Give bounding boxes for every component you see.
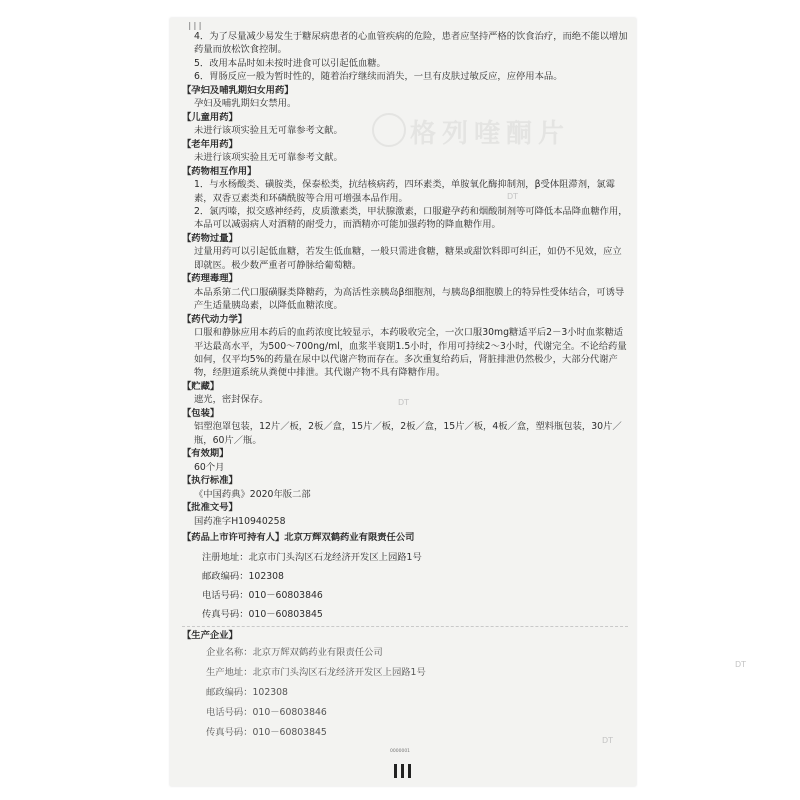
package-heading: 【包装】	[182, 407, 220, 419]
interactions-heading: 【药物相互作用】	[182, 165, 257, 177]
mah-heading: 【药品上市许可持有人】北京万辉双鹤药业有限责任公司	[182, 532, 415, 544]
mah-postcode: 邮政编码：102308	[202, 571, 284, 583]
section-divider	[182, 626, 628, 627]
interactions-para-1: 1．与水杨酸类、磺胺类，保泰松类，抗结核病药，四环素类，单胺氧化酶抑制剂，β受体阻滞剂，氯霉素，双香豆素类和环磷酰胺等合用可增强本品作用。	[194, 179, 615, 204]
pediatric-text: 未进行该项实验且无可靠参考文献。	[194, 125, 343, 137]
pharmacology-heading: 【药理毒理】	[182, 273, 238, 285]
overdose-text: 过量用药可以引起低血糖，若发生低血糖，一般只需进食糖，糖果或甜饮料即可纠正，如仍不见效，应立即就医。极少数严重者可静脉给葡萄糖。	[194, 246, 622, 271]
manufacturer-heading: 【生产企业】	[182, 630, 238, 642]
interactions-para-2: 2．氯丙嗪，拟交感神经药，皮质激素类，甲状腺激素，口服避孕药和烟酸制剂等可降低本品降血糖作用，本品可以减弱病人对酒精的耐受力，而酒精亦可能加强药物的降血糖作用。	[194, 206, 628, 231]
watermark-4: DT	[602, 736, 614, 745]
precaution-5: 5．改用本品时如未按时进食可以引起低血糖。	[194, 57, 386, 69]
header-mark: III	[188, 20, 204, 33]
show-through-title: 格列喹酮片	[410, 119, 571, 149]
manufacturer-name: 企业名称：北京万辉双鹤药业有限责任公司	[206, 646, 383, 658]
mah-phone: 电话号码：010－60803846	[202, 590, 323, 602]
manufacturer-phone: 电话号码：010－60803846	[206, 706, 327, 718]
watermark-1: DT	[507, 192, 519, 201]
pharmacology-text: 本品系第二代口服磺脲类降糖药，为高活性亲胰岛β细胞剂，与胰岛β细胞膜上的特异性受体结合，可诱导产生适量胰岛素，以降低血糖浓度。	[194, 286, 625, 312]
standard-heading: 【执行标准】	[182, 475, 238, 487]
mah-address: 注册地址：北京市门头沟区石龙经济开发区上园路1号	[202, 552, 422, 564]
package-text: 铝塑泡罩包装，12片／板，2板／盒，15片／板，2板／盒，15片／板，4板／盒，塑料瓶包装，30片／瓶，60片／瓶。	[194, 421, 622, 446]
precaution-6: 6．胃肠反应一般为暂时性的，随着治疗继续而消失，一旦有皮肤过敏反应，应停用本品。	[194, 71, 563, 83]
elderly-text: 未进行该项实验且无可靠参考文献。	[194, 152, 343, 164]
mah-fax: 传真号码：010－60803845	[202, 609, 323, 621]
manufacturer-fax: 传真号码：010－60803845	[206, 726, 327, 738]
manufacturer-postcode: 邮政编码：102308	[206, 686, 288, 698]
standard-text: 《中国药典》2020年版二部	[194, 488, 311, 500]
pediatric-heading: 【儿童用药】	[182, 111, 238, 123]
storage-text: 遮光，密封保存。	[194, 394, 269, 406]
approval-text: 国药准字H10940258	[194, 515, 286, 527]
pharmacokinetics-text: 口服和静脉应用本药后的血药浓度比较显示，本药吸收完全，一次口服30mg糖适平后2－3小时血浆糖适平达最高水平，为500～700ng/ml，血浆半衰期1.5小时，作用可持续2～3小时，代谢完全。不论给药量如何，仅平均5%的药量在尿中以代谢产物而存在。多次重复给药后，肾脏排泄仍然极少，大部分代谢产物，经胆道系统从粪便中排泄。其代谢产物不具有降糖作用。	[194, 327, 627, 379]
watermark-2: DT	[398, 398, 410, 407]
barcode-icon	[392, 754, 414, 778]
barcode-digits: 0000001	[390, 749, 411, 754]
pharmacokinetics-heading: 【药代动力学】	[182, 313, 248, 325]
leaflet-content	[182, 30, 628, 743]
overdose-heading: 【药物过量】	[182, 232, 238, 244]
watermark-3: DT	[735, 660, 747, 669]
pregnancy-text: 孕妇及哺乳期妇女禁用。	[194, 98, 297, 110]
manufacturer-address: 生产地址：北京市门头沟区石龙经济开发区上园路1号	[206, 666, 426, 678]
storage-heading: 【贮藏】	[182, 380, 220, 392]
approval-heading: 【批准文号】	[182, 502, 238, 514]
validity-heading: 【有效期】	[182, 448, 229, 460]
elderly-heading: 【老年用药】	[182, 138, 238, 150]
validity-text: 60个月	[194, 461, 225, 473]
pregnancy-heading: 【孕妇及哺乳期妇女用药】	[182, 84, 294, 96]
precaution-4: 4．为了尽量减少易发生于糖尿病患者的心血管疾病的危险，患者应坚持严格的饮食治疗，而绝不能以增加药量而放松饮食控制。	[194, 31, 628, 56]
